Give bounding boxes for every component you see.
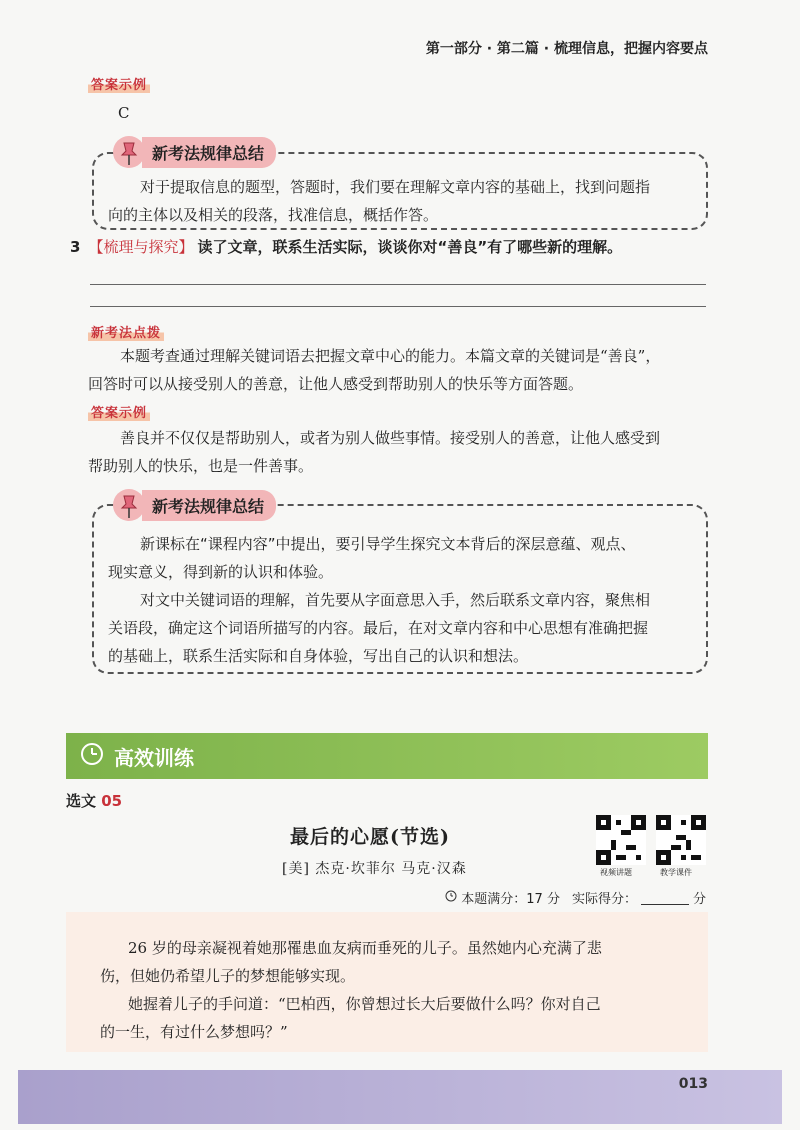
qr-label-video: 视频讲题: [600, 868, 632, 877]
header-title: 第一部分 · 第二篇 · 梳理信息，把握内容要点: [425, 41, 708, 57]
summary-box-2-title-text: 新考法规律总结: [142, 490, 276, 521]
score-line: [445, 888, 706, 907]
selection-number: 05: [101, 792, 123, 810]
passage-author: [美] 杰克·坎菲尔 马克·汉森: [282, 861, 467, 877]
question-number: 3: [70, 238, 81, 256]
selection-label: [66, 790, 122, 811]
summary-box-2-title: [112, 488, 276, 522]
question-3: [70, 236, 622, 257]
question-category: 【梳理与探究】: [88, 238, 194, 256]
answer-example-tag: 答案示例: [88, 402, 150, 421]
score-unit: 分: [692, 892, 706, 907]
timer-icon: [445, 890, 457, 906]
summary-box-2-line-1: 新课标在“课程内容”中提出，要引导学生探究文本背后的深层意蕴、观点、: [140, 535, 636, 553]
summary-box-1-title: [112, 135, 276, 169]
pushpin-icon: [112, 488, 146, 522]
answer-value: C: [118, 104, 130, 122]
summary-box-1-title-text: 新考法规律总结: [142, 137, 276, 168]
passage-line-2: 伤，但她仍希望儿子的梦想能够实现。: [100, 967, 356, 985]
answer-line-2[interactable]: [90, 306, 706, 307]
passage-line-1: 26 岁的母亲凝视着她那罹患血友病而垂死的儿子。虽然她内心充满了悲: [128, 939, 602, 957]
summary-box-2-line-2: 现实意义，得到新的认识和体验。: [108, 563, 334, 581]
summary-box-2-line-3: 对文中关键词语的理解，首先要从字面意思入手，然后联系文章内容，聚焦相: [140, 591, 651, 609]
training-title: 高效训练: [114, 745, 194, 770]
passage-title: 最后的心愿(节选): [290, 826, 450, 848]
passage-line-3: 她握着儿子的手问道：“巴柏西，你曾想过长大后要做什么吗？你对自己: [128, 995, 601, 1013]
answer-example-line-2: 帮助别人的快乐，也是一件善事。: [88, 457, 314, 475]
passage-line-4: 的一生，有过什么梦想吗？”: [100, 1023, 288, 1041]
clock-icon: [80, 742, 104, 770]
score-full: 本题满分：17 分: [461, 892, 560, 907]
tip-line-1: 本题考查通过理解关键词语去把握文章中心的能力。本篇文章的关键词是“善良”，: [120, 347, 661, 365]
score-actual-label: 实际得分：: [571, 892, 637, 907]
answer-example-line-1: 善良并不仅仅是帮助别人，或者为别人做些事情。接受别人的善意，让他人感受到: [120, 429, 661, 447]
tip-line-2: 回答时可以从接受别人的善意，让他人感受到帮助别人的快乐等方面答题。: [88, 375, 584, 393]
footer-bar: [18, 1070, 782, 1124]
summary-box-1-line-2: 向的主体以及相关的段落，找准信息，概括作答。: [108, 206, 439, 224]
page-number: 013: [678, 1076, 708, 1092]
summary-box-2-line-5: 的基础上，联系生活实际和自身体验，写出自己的认识和想法。: [108, 647, 529, 665]
pushpin-icon: [112, 135, 146, 169]
answer-example-tag-top: 答案示例: [88, 74, 150, 93]
qr-code-courseware[interactable]: [656, 815, 706, 865]
answer-line-1[interactable]: [90, 284, 706, 285]
tip-tag: 新考法点拨: [88, 322, 164, 341]
score-actual-blank[interactable]: [641, 891, 689, 905]
selection-label-text: 选文: [66, 792, 97, 810]
summary-box-1-line-1: 对于提取信息的题型，答题时，我们要在理解文章内容的基础上，找到问题指: [140, 178, 651, 196]
training-header-bar: [66, 733, 708, 779]
summary-box-2-line-4: 关语段，确定这个词语所描写的内容。最后，在对文章内容和中心思想有准确把握: [108, 619, 649, 637]
qr-code-video[interactable]: [596, 815, 646, 865]
qr-label-courseware: 教学课件: [660, 868, 692, 877]
question-text: 读了文章，联系生活实际，谈谈你对“善良”有了哪些新的理解。: [197, 238, 623, 256]
